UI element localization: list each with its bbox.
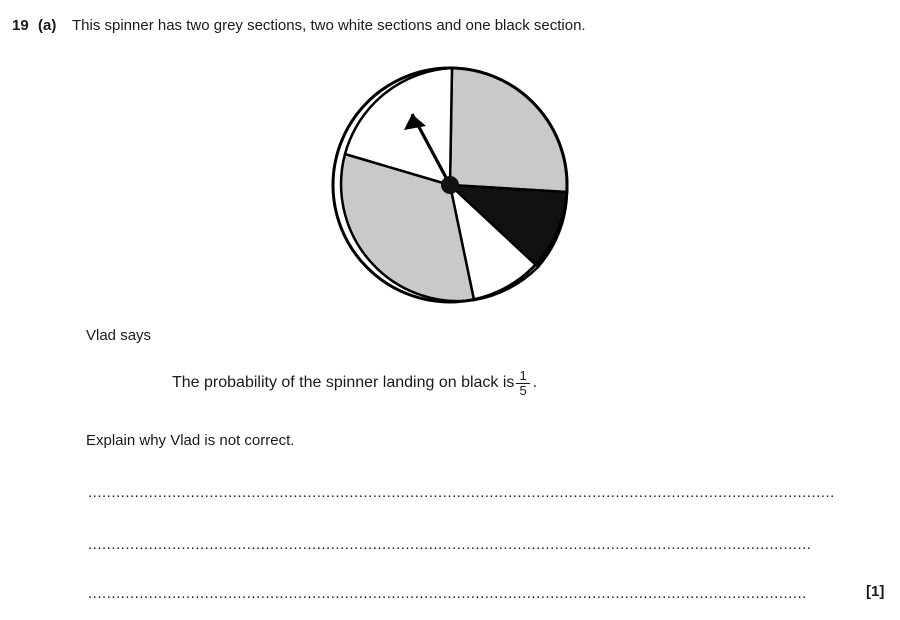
claim-suffix-text: . <box>532 373 538 391</box>
marks-badge: [1] <box>866 583 885 600</box>
fraction-denominator: 5 <box>519 383 527 399</box>
answer-line-2[interactable] <box>88 536 870 553</box>
spinner-figure <box>330 52 580 307</box>
question-header <box>12 16 880 36</box>
answer-line-3[interactable] <box>88 585 858 602</box>
spinner-hub <box>441 176 459 194</box>
question-part-label: (a) <box>38 17 57 34</box>
answer-line-3-dots: .......................................................................................................................................................... <box>88 585 807 602</box>
claim-fraction <box>516 369 529 398</box>
sector-grey-top-right <box>450 68 567 192</box>
fraction-numerator: 1 <box>519 368 527 383</box>
instruction-text: Explain why Vlad is not correct. <box>86 432 295 449</box>
answer-line-2-dots: ........................................................................................................................................................... <box>88 536 812 553</box>
question-number: 19 <box>12 17 29 34</box>
spinner-svg <box>330 52 580 307</box>
answer-line-1[interactable] <box>88 484 893 501</box>
vlad-says-text: Vlad says <box>86 327 152 344</box>
answer-line-1-dots: ................................................................................................................................................................ <box>88 484 835 501</box>
claim-prefix-text: The probability of the spinner landing on black is <box>172 373 515 391</box>
question-stem: This spinner has two grey sections, two white sections and one black section. <box>72 17 586 34</box>
vlad-claim <box>172 368 537 397</box>
